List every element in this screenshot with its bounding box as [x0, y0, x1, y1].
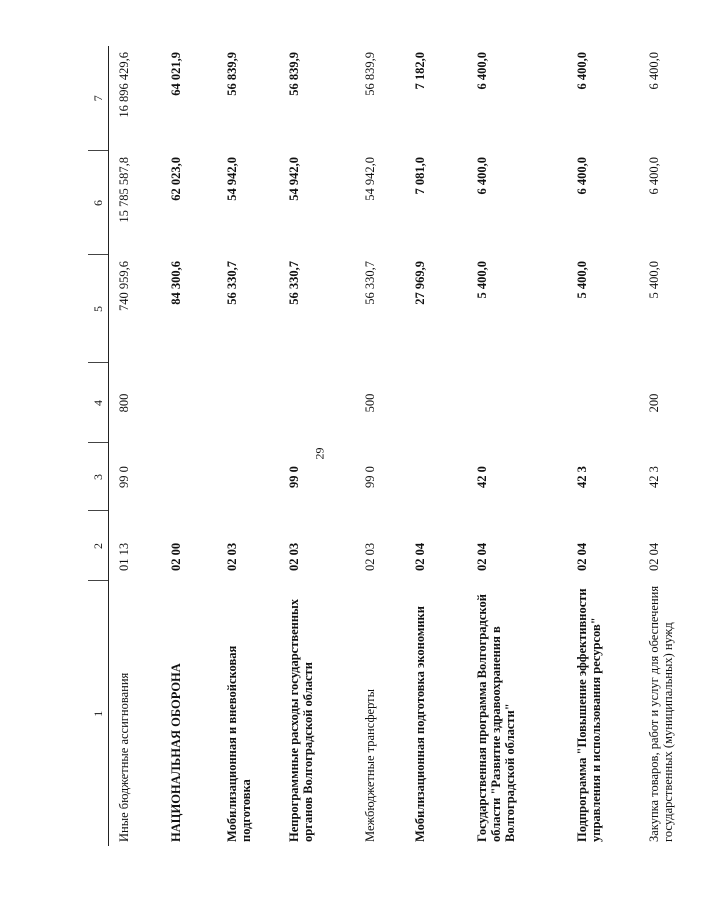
- row-name: Закупка товаров, работ и услуг для обеспечения государственных (муниципальных) нужд: [647, 585, 675, 842]
- program-code: [405, 443, 467, 511]
- amount-col-7: 6 400,0: [475, 52, 489, 90]
- expense-type: [405, 363, 467, 443]
- amount-col-5: 740 959,6: [117, 261, 131, 311]
- row-name: Межбюджетные трансферты: [363, 688, 377, 842]
- amount-col-6: 54 942,0: [363, 157, 377, 201]
- program-code: 42 3: [575, 466, 589, 488]
- amount-col-7: 64 021,9: [169, 52, 183, 96]
- amount-col-5: 27 969,9: [413, 261, 427, 305]
- amount-col-6: 6 400,0: [647, 157, 661, 195]
- section-code: 02 04: [475, 542, 489, 571]
- header-row: [88, 46, 109, 846]
- amount-col-7: 16 896 429,6: [117, 52, 131, 118]
- header-col-4: 4: [88, 363, 109, 443]
- table-row: [161, 46, 217, 846]
- program-code: 99 0: [287, 466, 301, 488]
- table-row: [639, 46, 709, 846]
- expense-type: [467, 363, 567, 443]
- header-col-7: 7: [88, 46, 109, 151]
- section-code: 02 03: [287, 542, 301, 571]
- table-row: [279, 46, 355, 846]
- section-code: 02 03: [225, 542, 239, 571]
- row-name: Мобилизационная и вневойсковая подготовка: [225, 645, 253, 842]
- table-row: [355, 46, 405, 846]
- expense-type: 200: [647, 393, 661, 413]
- rotated-budget-table-wrapper: [88, 46, 675, 846]
- page-number: 29: [312, 447, 327, 460]
- amount-col-7: 6 400,0: [575, 52, 589, 90]
- expense-type: [217, 363, 279, 443]
- program-code: 99 0: [117, 466, 131, 488]
- program-code: 42 0: [475, 466, 489, 488]
- header-col-1: 1: [88, 581, 109, 846]
- row-name: Иные бюджетные ассигнования: [117, 672, 131, 842]
- amount-col-6: 15 785 587,8: [117, 157, 131, 223]
- row-name: НАЦИОНАЛЬНАЯ ОБОРОНА: [169, 663, 183, 842]
- amount-col-6: 54 942,0: [287, 157, 301, 201]
- expense-type: [161, 363, 217, 443]
- row-name: Мобилизационная подготовка экономики: [413, 606, 427, 842]
- amount-col-5: 84 300,6: [169, 261, 183, 305]
- header-col-5: 5: [88, 255, 109, 363]
- amount-col-5: 5 400,0: [475, 261, 489, 299]
- program-code: [161, 443, 217, 511]
- section-code: 01 13: [117, 542, 131, 571]
- amount-col-6: 54 942,0: [225, 157, 239, 201]
- amount-col-5: 56 330,7: [225, 261, 239, 305]
- table-row: [405, 46, 467, 846]
- expense-type: 500: [363, 393, 377, 413]
- program-code: [217, 443, 279, 511]
- amount-col-7: 6 400,0: [647, 52, 661, 90]
- section-code: 02 04: [413, 542, 427, 571]
- amount-col-6: 6 400,0: [575, 157, 589, 195]
- section-code: 02 04: [647, 542, 661, 571]
- amount-col-5: 5 400,0: [575, 261, 589, 299]
- amount-col-7: 56 839,9: [363, 52, 377, 96]
- budget-table: [88, 46, 709, 846]
- header-col-3: 3: [88, 443, 109, 511]
- expense-type: 800: [117, 393, 131, 413]
- program-code: 42 3: [647, 466, 661, 488]
- section-code: 02 04: [575, 542, 589, 571]
- amount-col-6: 6 400,0: [475, 157, 489, 195]
- amount-col-5: 56 330,7: [363, 261, 377, 305]
- expense-type: [567, 363, 639, 443]
- header-col-2: 2: [88, 511, 109, 581]
- amount-col-5: 56 330,7: [287, 261, 301, 305]
- row-name: Подпрограмма "Повышение эффективности управления и использования ресурсов": [575, 588, 603, 842]
- amount-col-6: 62 023,0: [169, 157, 183, 201]
- row-name: Непрограммные расходы государственных органов Волгоградской области: [287, 598, 315, 842]
- section-code: 02 00: [169, 542, 183, 571]
- header-col-6: 6: [88, 151, 109, 255]
- amount-col-7: 7 182,0: [413, 52, 427, 90]
- table-row: [567, 46, 639, 846]
- table-row: [109, 46, 162, 846]
- section-code: 02 03: [363, 542, 377, 571]
- amount-col-5: 5 400,0: [647, 261, 661, 299]
- expense-type: [279, 363, 355, 443]
- amount-col-7: 56 839,9: [225, 52, 239, 96]
- table-row: [467, 46, 567, 846]
- program-code: 99 0: [363, 466, 377, 488]
- amount-col-6: 7 081,0: [413, 157, 427, 195]
- table-row: [217, 46, 279, 846]
- row-name: Государственная программа Волгоградской области "Развитие здравоохранения в Волгоградской области": [475, 594, 517, 842]
- amount-col-7: 56 839,9: [287, 52, 301, 96]
